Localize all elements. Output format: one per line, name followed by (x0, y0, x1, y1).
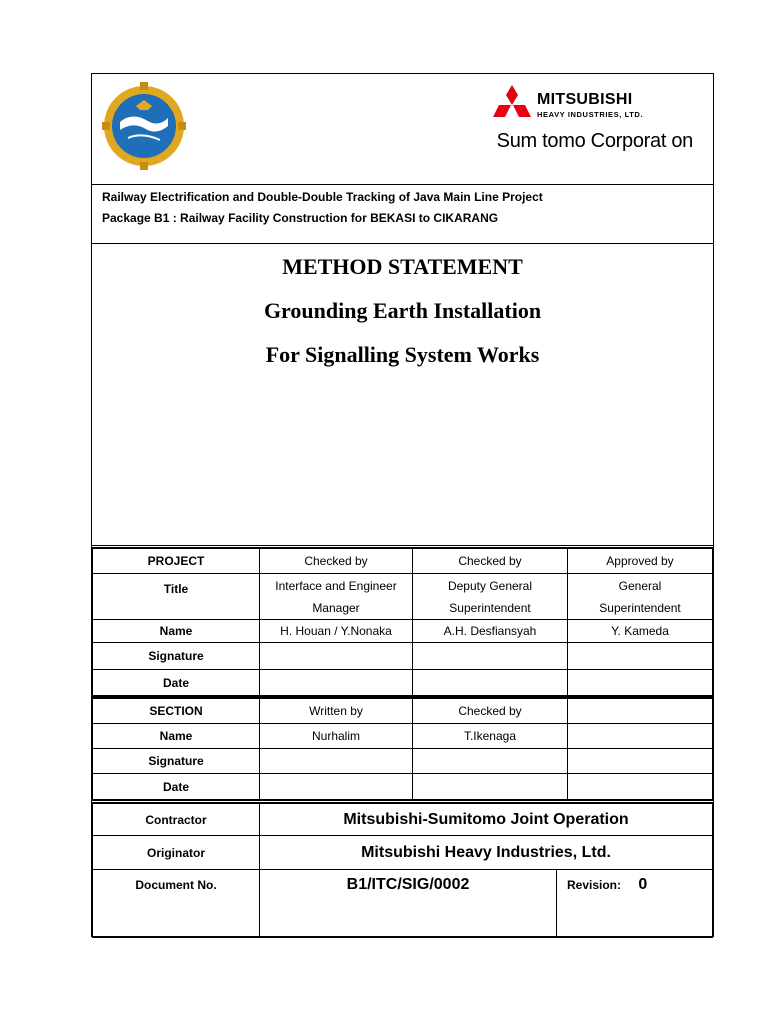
checked-by-header: Checked by (260, 549, 413, 574)
originator-label: Originator (93, 836, 260, 870)
header (92, 74, 713, 184)
signature-cell (568, 749, 713, 774)
divider (92, 243, 713, 244)
originator-value: Mitsubishi Heavy Industries, Ltd. (260, 836, 713, 870)
date-cell (260, 774, 413, 800)
contractor-table (92, 803, 713, 938)
written-by-header: Written by (260, 699, 413, 724)
signature-cell (260, 643, 413, 670)
date-label: Date (93, 774, 260, 800)
title-cell (568, 574, 713, 620)
mitsubishi-subtitle: HEAVY INDUSTRIES, LTD. (537, 110, 644, 119)
name-cell: T.Ikenaga (413, 724, 568, 749)
title-line: Interface and Engineer (275, 578, 397, 593)
title-line: Deputy General (447, 578, 533, 593)
section-table (92, 698, 713, 800)
sumitomo-wordmark: Sum tomo Corporat on (496, 130, 693, 152)
table-row (93, 804, 713, 836)
approval-table (92, 548, 713, 697)
date-label: Date (93, 670, 260, 697)
title-line: Superintendent (449, 600, 531, 615)
section-header: SECTION (93, 699, 260, 724)
name-cell: Nurhalim (260, 724, 413, 749)
doc-title: METHOD STATEMENT (282, 254, 523, 279)
doc-subtitle-1: Grounding Earth Installation (263, 298, 542, 323)
docno-value: B1/ITC/SIG/0002 (260, 870, 557, 938)
title-line: General (618, 578, 662, 593)
date-cell (413, 670, 568, 697)
signature-label: Signature (93, 749, 260, 774)
revision-value: 0 (638, 876, 648, 893)
three-diamonds-icon (493, 84, 531, 120)
contractor-value: Mitsubishi-Sumitomo Joint Operation (260, 804, 713, 836)
document-frame (91, 73, 714, 937)
signature-cell (260, 749, 413, 774)
table-row (93, 574, 713, 620)
name-cell: A.H. Desfiansyah (413, 620, 568, 643)
table-row (93, 836, 713, 870)
name-cell: Y. Kameda (568, 620, 713, 643)
checked-by-header: Checked by (413, 549, 568, 574)
project-header: PROJECT (93, 549, 260, 574)
name-label: Name (93, 620, 260, 643)
revision-cell (557, 870, 713, 938)
ministry-logo-icon (102, 82, 186, 170)
title-label: Title (93, 574, 260, 620)
signature-cell (568, 643, 713, 670)
name-cell (568, 724, 713, 749)
date-cell (568, 774, 713, 800)
docno-label: Document No. (93, 870, 260, 938)
signature-label: Signature (93, 643, 260, 670)
table-row (93, 620, 713, 643)
mitsubishi-wordmark: MITSUBISHI (537, 91, 633, 108)
date-cell (568, 670, 713, 697)
date-cell (260, 670, 413, 697)
checked-by-header: Checked by (413, 699, 568, 724)
table-row (93, 724, 713, 749)
title-cell (260, 574, 413, 620)
name-label: Name (93, 724, 260, 749)
table-row (93, 699, 713, 724)
table-row (93, 774, 713, 800)
contractor-label: Contractor (93, 804, 260, 836)
mitsubishi-logo (493, 84, 683, 122)
table-row (93, 643, 713, 670)
title-line: Superintendent (599, 600, 681, 615)
table-row (93, 549, 713, 574)
table-row (93, 870, 713, 938)
table-row (93, 749, 713, 774)
table-row (93, 670, 713, 697)
title-cell (413, 574, 568, 620)
signature-cell (413, 749, 568, 774)
name-cell: H. Houan / Y.Nonaka (260, 620, 413, 643)
date-cell (413, 774, 568, 800)
project-line-2: Package B1 : Railway Facility Construction for BEKASI to CIKARANG (102, 211, 499, 225)
revision-label: Revision: (567, 878, 622, 892)
project-line-1: Railway Electrification and Double-Double Tracking of Java Main Line Project (102, 190, 543, 204)
empty-header (568, 699, 713, 724)
approved-by-header: Approved by (568, 549, 713, 574)
divider (92, 184, 713, 185)
signature-cell (413, 643, 568, 670)
title-line: Manager (312, 600, 360, 615)
doc-subtitle-2: For Signalling System Works (265, 342, 540, 367)
